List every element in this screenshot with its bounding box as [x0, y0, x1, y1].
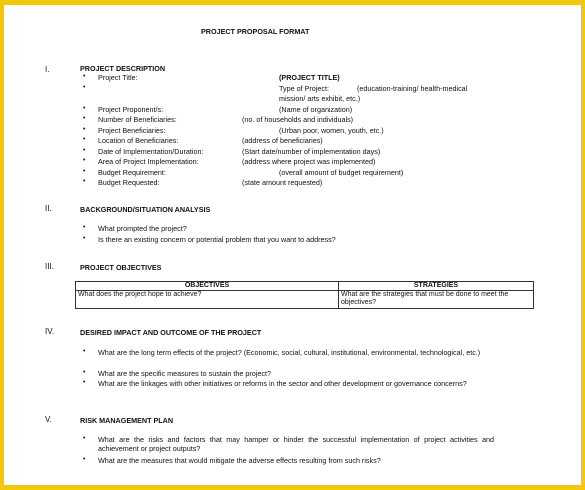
list-item: What are the linkages with other initiatives or reforms in the sector and other development or governance concerns?: [98, 379, 467, 388]
bullet-icon: •: [83, 178, 86, 185]
table-header-strategies: STRATEGIES: [339, 282, 534, 291]
bullet-icon: •: [83, 105, 86, 112]
value-type-of-project: (education-training/ health-medical: [357, 84, 468, 93]
value-project-title: (PROJECT TITLE): [279, 73, 340, 82]
section-3-number: III.: [45, 262, 54, 271]
value-location: (address of beneficiaries): [242, 136, 323, 145]
list-item: Is there an existing concern or potential problem that you want to address?: [98, 235, 336, 244]
list-item: What prompted the project?: [98, 224, 187, 233]
value-date: (Start date/number of implementation days): [242, 147, 381, 156]
bullet-icon: •: [83, 379, 86, 386]
document-page: [4, 5, 581, 485]
table-row: [76, 291, 534, 309]
bullet-icon: •: [83, 84, 86, 91]
bullet-icon: •: [83, 348, 86, 355]
table-header-objectives: OBJECTIVES: [76, 282, 339, 291]
section-4-number: IV.: [45, 327, 55, 336]
value-number-beneficiaries: (no. of households and individuals): [242, 115, 354, 124]
bullet-icon: •: [83, 115, 86, 122]
objectives-table: [75, 281, 534, 309]
bullet-icon: •: [83, 168, 86, 175]
bullet-icon: •: [83, 73, 86, 80]
label-proponents: Project Proponent/s:: [98, 105, 164, 114]
bullet-icon: •: [83, 147, 86, 154]
label-number-beneficiaries: Number of Beneficiaries:: [98, 115, 177, 124]
label-location: Location of Beneficiaries:: [98, 136, 179, 145]
bullet-icon: •: [83, 235, 86, 242]
section-2-number: II.: [45, 204, 52, 213]
list-item: What are the specific measures to sustain the project?: [98, 369, 271, 378]
section-2-heading: BACKGROUND/SITUATION ANALYSIS: [80, 205, 211, 214]
section-3-heading: PROJECT OBJECTIVES: [80, 263, 162, 272]
label-budget-requirement: Budget Requirement:: [98, 168, 166, 177]
value-type-of-project-cont: mission/ arts exhibit, etc.): [279, 94, 361, 103]
value-proponents: (Name of organization): [279, 105, 353, 114]
bullet-icon: •: [83, 126, 86, 133]
list-item: What are the long term effects of the project? (Economic, social, cultural, institutional, environmental, technological, etc.): [98, 348, 481, 357]
label-project-title: Project Title:: [98, 73, 138, 82]
bullet-icon: •: [83, 369, 86, 376]
list-item: What are the risks and factors that may hamper or hinder the successful implementation of project activities and achievement or project outputs?: [98, 435, 494, 453]
list-item: What are the measures that would mitigate the adverse effects resulting from such risks?: [98, 456, 381, 465]
table-cell-objective: What does the project hope to achieve?: [76, 291, 339, 309]
section-5-number: V.: [45, 415, 52, 424]
label-project-beneficiaries: Project Beneficiaries:: [98, 126, 166, 135]
section-1-number: I.: [45, 65, 50, 74]
bullet-icon: •: [83, 456, 86, 463]
label-budget-requested: Budget Requested:: [98, 178, 160, 187]
label-date: Date of Implementation/Duration:: [98, 147, 204, 156]
table-cell-strategy: What are the strategies that must be done to meet the objectives?: [339, 291, 534, 309]
section-1-heading: PROJECT DESCRIPTION: [80, 64, 166, 73]
label-area: Area of Project Implementation:: [98, 157, 199, 166]
value-budget-requirement: (overall amount of budget requirement): [279, 168, 404, 177]
section-5-heading: RISK MANAGEMENT PLAN: [80, 416, 174, 425]
label-type-of-project: Type of Project:: [279, 84, 329, 93]
bullet-icon: •: [83, 157, 86, 164]
bullet-icon: •: [83, 224, 86, 231]
value-area: (address where project was implemented): [242, 157, 376, 166]
bullet-icon: •: [83, 136, 86, 143]
value-budget-requested: (state amount requested): [242, 178, 323, 187]
document-title: PROJECT PROPOSAL FORMAT: [201, 27, 310, 36]
bullet-icon: •: [83, 435, 86, 442]
section-4-heading: DESIRED IMPACT AND OUTCOME OF THE PROJECT: [80, 328, 262, 337]
value-project-beneficiaries: (Urban poor, women, youth, etc.): [279, 126, 384, 135]
